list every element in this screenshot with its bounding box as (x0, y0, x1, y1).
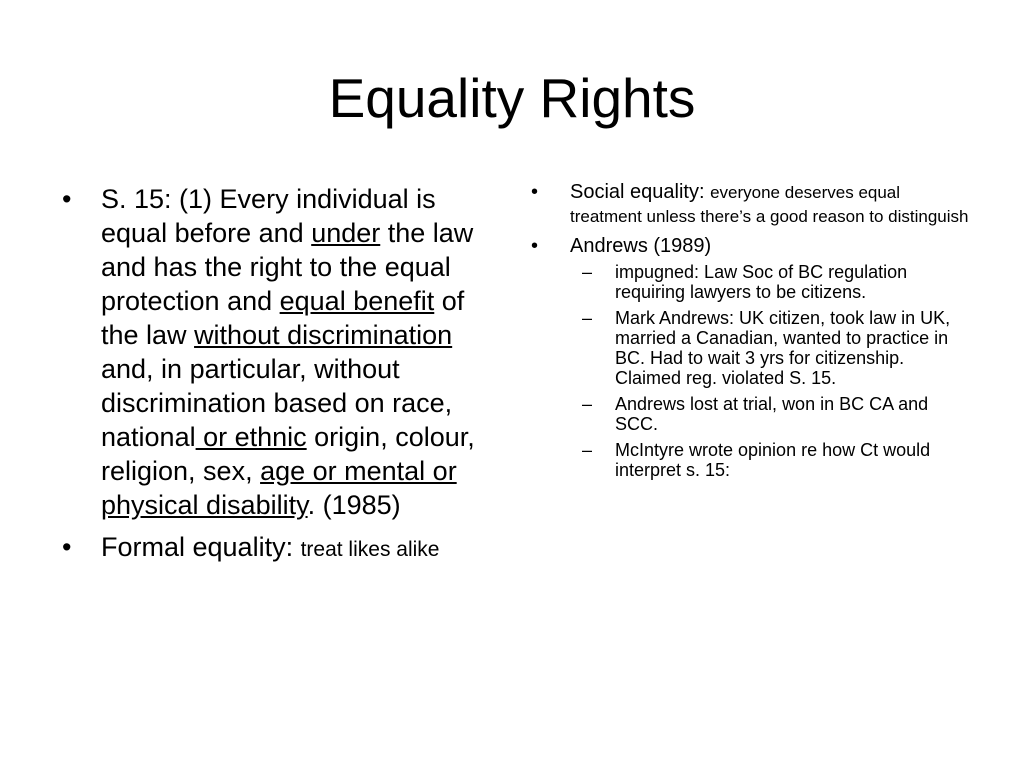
dash-marker: – (582, 394, 593, 414)
s15-text-2: the law and has the right to the equal protection and (101, 218, 474, 316)
social-equality-label: Social equality: (570, 181, 711, 203)
s15-text-5: origin, colour, religion, sex, (101, 422, 475, 486)
slide-title: Equality Rights (328, 67, 696, 129)
formal-equality-detail: treat likes alike (300, 538, 440, 561)
subpoint-text: impugned: Law Soc of BC regulation requiring lawyers to be citizens. (615, 262, 908, 302)
subpoint-impugned (570, 262, 971, 302)
bullet-s15 (62, 182, 487, 522)
dash-marker: – (582, 308, 593, 328)
andrews-subpoints (570, 262, 971, 480)
s15-underline-age-disability: age or mental or physical disability (101, 456, 457, 520)
bullet-formal-equality (62, 530, 487, 567)
s15-text-3: of the law (101, 286, 465, 350)
subpoint-mcintyre (570, 440, 971, 480)
s15-text-4: and, in particular, without discrimination based on race, national (101, 354, 453, 452)
bullet-social-equality (531, 180, 971, 228)
s15-text-6: . (1985) (307, 490, 401, 520)
dash-marker: – (582, 440, 593, 460)
subpoint-andrews-lost (570, 394, 971, 434)
s15-text-1: S. 15: (1) Every individual is equal before and (101, 184, 436, 248)
s15-underline-equal-benefit: equal benefit (279, 286, 435, 316)
formal-equality-label: Formal equality: (101, 532, 301, 562)
subpoint-text: Mark Andrews: UK citizen, took law in UK, married a Canadian, wanted to practice in BC. Had to wait 3 yrs for citizenship. Claimed reg. violated S. 15. (615, 308, 951, 388)
dash-marker: – (582, 262, 593, 282)
s15-underline-or-ethnic: or ethnic (195, 422, 307, 452)
bullet-andrews (531, 234, 971, 480)
subpoint-text: McIntyre wrote opinion re how Ct would interpret s. 15: (615, 440, 931, 480)
bullet-marker: • (531, 235, 539, 257)
andrews-label: Andrews (1989) (570, 235, 712, 257)
bullet-marker: • (531, 181, 539, 203)
s15-underline-under: under (311, 218, 381, 248)
right-column (531, 180, 971, 486)
left-column (62, 182, 487, 575)
subpoint-mark-andrews (570, 308, 971, 388)
s15-underline-without-discrimination: without discrimination (194, 320, 453, 350)
social-equality-detail: everyone deserves equal treatment unless there’s a good reason to distinguish (570, 183, 969, 226)
bullet-marker: • (62, 532, 72, 562)
subpoint-text: Andrews lost at trial, won in BC CA and SCC. (615, 394, 929, 434)
bullet-marker: • (62, 184, 72, 214)
